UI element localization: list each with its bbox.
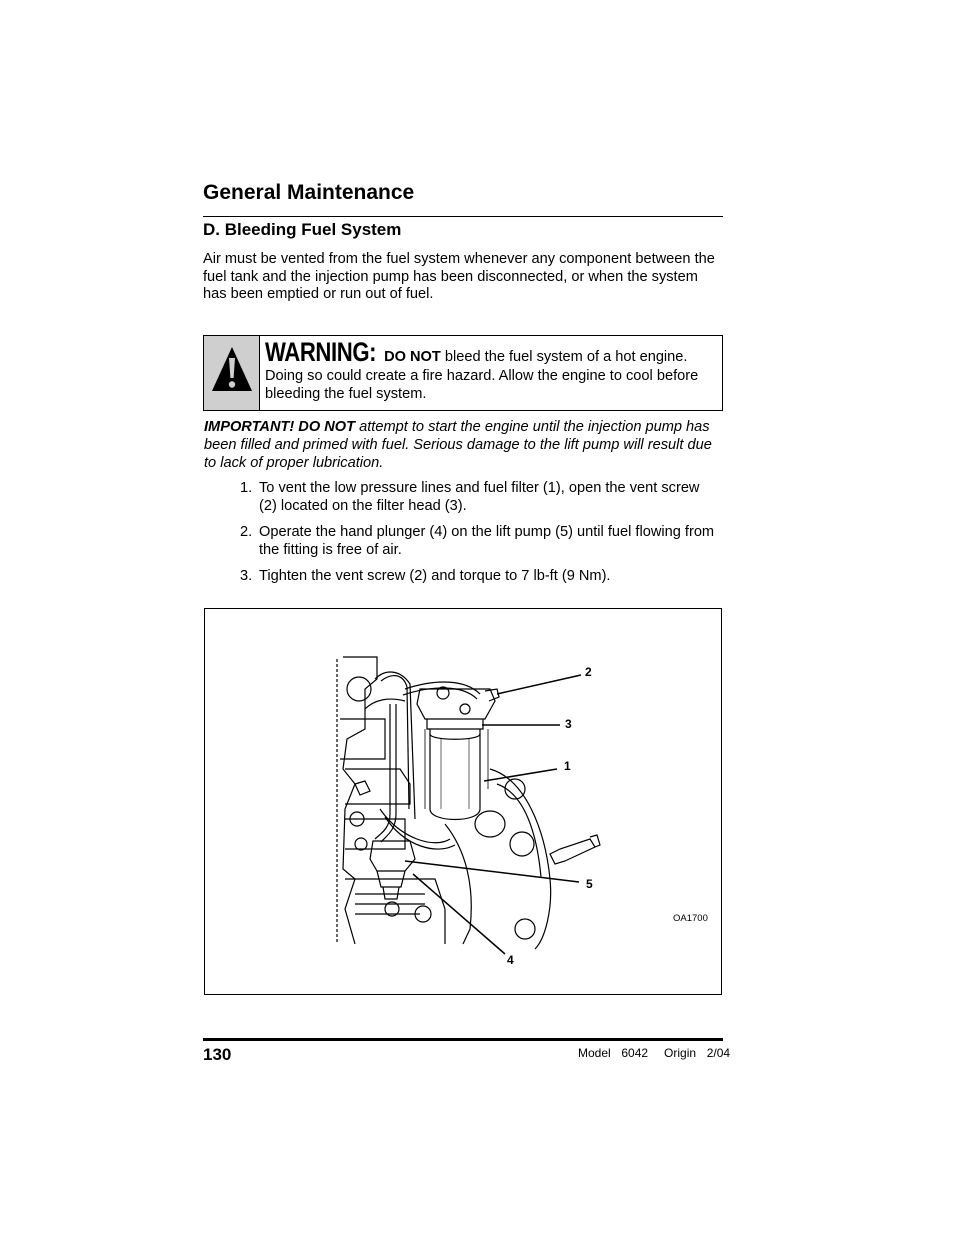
step-text: Tighten the vent screw (2) and torque to 7 lb-ft (9 Nm). — [259, 568, 611, 584]
title-divider — [203, 216, 723, 217]
callout-4: 4 — [507, 953, 514, 967]
warning-triangle-icon — [211, 346, 253, 394]
section-title: General Maintenance — [203, 181, 415, 204]
callout-2: 2 — [585, 665, 592, 679]
step-item — [240, 480, 720, 515]
warning-text-line1: bleed the fuel system of a hot engine. — [440, 349, 688, 365]
subsection-title: D. Bleeding Fuel System — [203, 220, 402, 239]
step-item — [240, 568, 720, 586]
warning-text — [265, 337, 717, 404]
page-number: 130 — [203, 1045, 232, 1064]
footer-model-origin: Model 6042 Origin 2/04 — [578, 1046, 731, 1060]
warning-bold-lead: DO NOT — [384, 349, 441, 365]
callout-3: 3 — [565, 717, 572, 731]
warning-heading: WARNING: — [265, 337, 377, 367]
important-lead: IMPORTANT! DO NOT — [204, 419, 356, 435]
step-number: 2. — [240, 524, 253, 540]
step-item — [240, 524, 720, 559]
intro-paragraph: Air must be vented from the fuel system whenever any component between the fuel tank and the injection pump has been disconnected, or when the system has been emptied or run out of fuel. — [203, 251, 715, 302]
callout-5: 5 — [586, 877, 593, 891]
fuel-system-illustration — [205, 609, 721, 994]
figure-code: OA1700 — [673, 913, 708, 924]
callout-1: 1 — [564, 759, 571, 773]
step-number: 1. — [240, 480, 253, 496]
warning-icon-cell — [204, 336, 260, 410]
warning-text-rest: Doing so could create a fire hazard. Allow the engine to cool before bleeding the fuel system. — [265, 367, 699, 402]
warning-box — [203, 335, 723, 411]
footer-divider — [203, 1038, 723, 1041]
step-text: Operate the hand plunger (4) on the lift pump (5) until fuel flowing from the fitting is free of air. — [259, 524, 715, 558]
important-text: attempt to start the engine until the injection pump has been filled and primed with fuel. Serious damage to the lift pump will result due to lack of proper lubrication. — [204, 419, 712, 471]
figure-frame — [204, 608, 722, 995]
step-number: 3. — [240, 568, 253, 584]
important-note — [204, 418, 724, 472]
step-text: To vent the low pressure lines and fuel filter (1), open the vent screw (2) located on the filter head (3). — [259, 480, 700, 514]
